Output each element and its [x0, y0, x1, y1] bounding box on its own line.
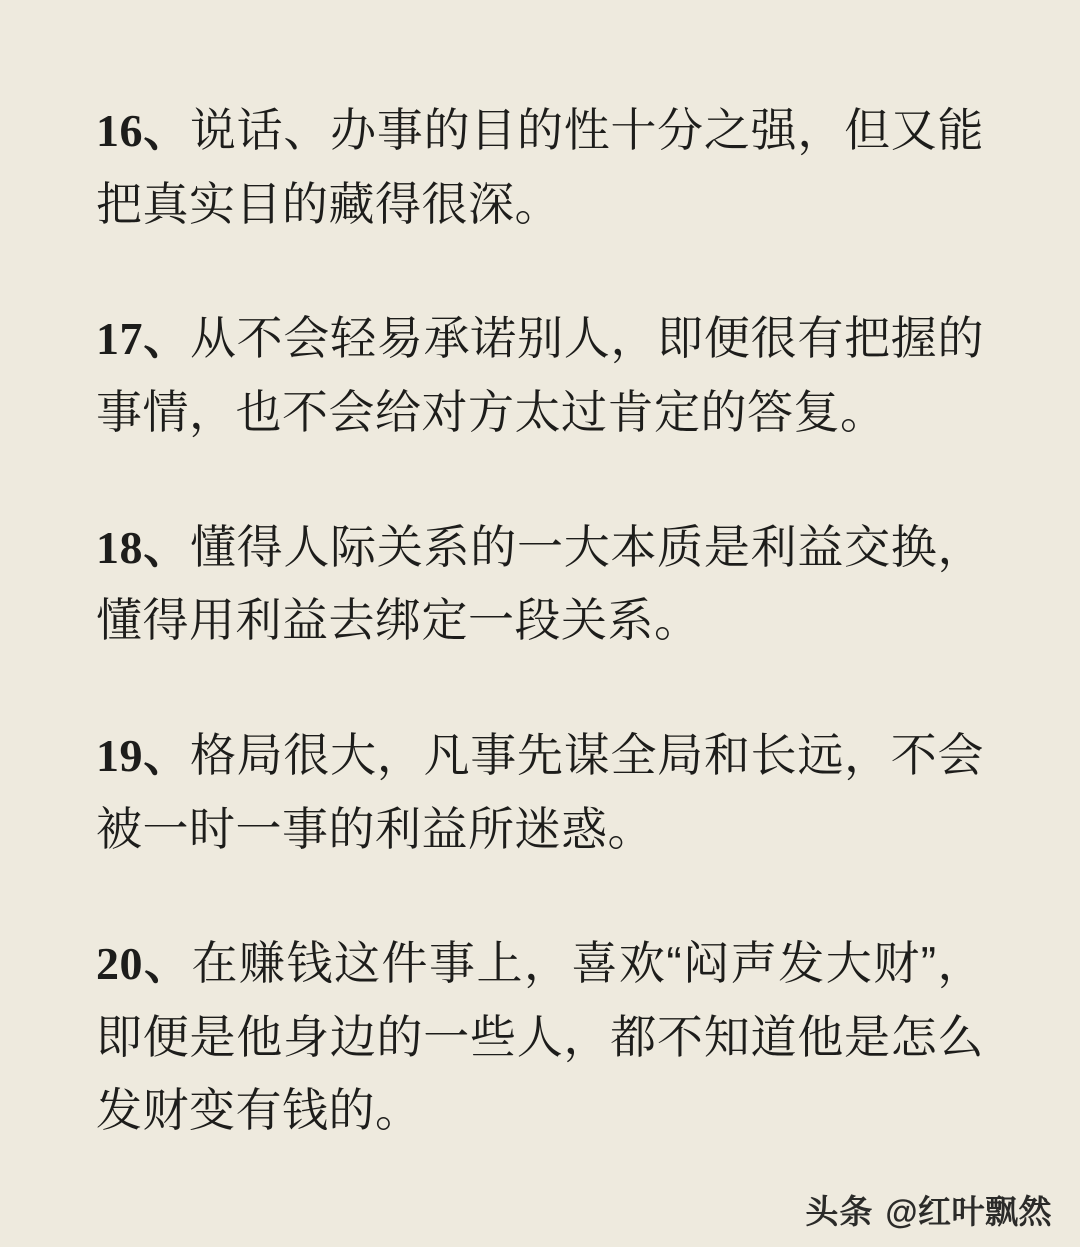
list-item-text: 懂得人际关系的一大本质是利益交换，懂得用利益去绑定一段关系。 [96, 520, 985, 647]
list-item [96, 302, 984, 448]
list-item-body [96, 94, 984, 240]
list-item-text: 格局很大，凡事先谋全局和长远，不会被一时一事的利益所迷惑。 [96, 729, 985, 855]
list-item-number: 19、 [96, 730, 190, 782]
watermark-account: @红叶飘然 [885, 1193, 1052, 1230]
list-item-body [96, 302, 984, 448]
list-item-number: 18、 [96, 521, 190, 573]
list-item-text: 在赚钱这件事上，喜欢“闷声发大财”，即便是他身边的一些人，都不知道他是怎么发财变有钱的。 [96, 937, 985, 1136]
list-item-number: 20、 [96, 938, 192, 990]
list-item-text: 从不会轻易承诺别人，即便很有把握的事情，也不会给对方太过肯定的答复。 [96, 312, 985, 439]
list-item-body [96, 719, 984, 865]
list-item [96, 511, 984, 657]
list-item-number: 17、 [96, 313, 190, 365]
list-item [96, 94, 984, 240]
watermark [805, 1186, 1052, 1233]
list-item-body [96, 511, 984, 657]
list-item-text: 说话、办事的目的性十分之强，但又能把真实目的藏得很深。 [96, 104, 985, 230]
list-item-number: 16、 [96, 105, 190, 156]
list-item-body [96, 927, 984, 1146]
list-item [96, 927, 984, 1146]
watermark-brand: 头条 [805, 1193, 874, 1230]
list-item [96, 719, 984, 865]
